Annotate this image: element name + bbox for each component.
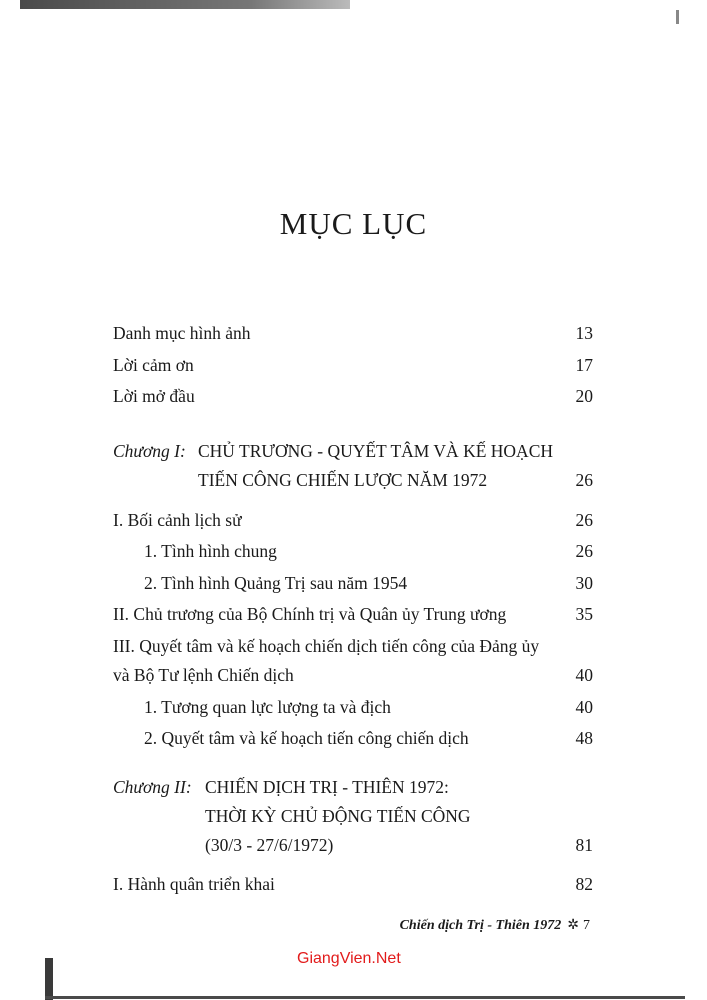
- toc-subsection-page: 30: [575, 573, 593, 593]
- toc-entry-label: Lời cảm ơn: [113, 355, 194, 375]
- chapter-title-line: TIẾN CÔNG CHIẾN LƯỢC NĂM 1972: [198, 470, 488, 490]
- toc-section-page: 26: [575, 510, 593, 530]
- chapter-title-line: CHỦ TRƯƠNG - QUYẾT TÂM VÀ KẾ HOẠCH: [198, 441, 553, 461]
- chapter-title-line: THỜI KỲ CHỦ ĐỘNG TIẾN CÔNG: [205, 806, 471, 826]
- scan-edge-bottom: [45, 996, 685, 999]
- toc-subsection-label: 2. Tình hình Quảng Trị sau năm 1954: [144, 573, 408, 593]
- toc-section-label: I. Hành quân triển khai: [113, 874, 275, 894]
- toc-entry-page: 20: [575, 386, 593, 406]
- toc-entry-label: Lời mở đầu: [113, 386, 195, 406]
- toc-subsection-page: 48: [575, 728, 593, 748]
- toc-section-page: 40: [575, 665, 593, 685]
- toc-section-label: III. Quyết tâm và kế hoạch chiến dịch tiến công của Đảng ủy: [113, 636, 540, 656]
- watermark: GiangVien.Net: [297, 950, 401, 967]
- toc-subsection-label: 1. Tương quan lực lượng ta và địch: [144, 697, 391, 717]
- toc-subsection-label: 2. Quyết tâm và kế hoạch tiến công chiến dịch: [144, 728, 469, 748]
- toc-section-page: 35: [575, 604, 593, 624]
- toc-subsection-page: 40: [575, 697, 593, 717]
- toc-entry-page: 13: [575, 323, 593, 343]
- scan-edge-left: [45, 958, 53, 1000]
- running-footer: [400, 917, 590, 934]
- running-title: Chiến dịch Trị - Thiên 1972: [399, 918, 562, 933]
- toc-section-label-cont: và Bộ Tư lệnh Chiến dịch: [113, 665, 294, 685]
- chapter-title-line: CHIẾN DỊCH TRỊ - THIÊN 1972:: [205, 777, 449, 797]
- scan-edge-top: [20, 0, 350, 9]
- toc-section-page: 82: [575, 874, 593, 894]
- scan-edge-right: [662, 10, 679, 24]
- page-title: MỤC LỤC: [279, 206, 428, 241]
- toc-entry-page: 17: [575, 355, 593, 375]
- chapter-page: 26: [575, 470, 593, 490]
- chapter-page: 81: [575, 835, 593, 855]
- toc-section-label: I. Bối cảnh lịch sử: [113, 510, 242, 530]
- chapter-title-line: (30/3 - 27/6/1972): [205, 835, 334, 855]
- toc-subsection-page: 26: [575, 541, 593, 561]
- toc-subsection-label: 1. Tình hình chung: [144, 541, 277, 561]
- ornament-icon: ✲: [567, 918, 579, 933]
- chapter-label: Chương I:: [113, 441, 186, 461]
- toc-entry-label: Danh mục hình ảnh: [113, 323, 251, 343]
- chapter-label: Chương II:: [113, 777, 192, 797]
- page-number: 7: [583, 918, 590, 933]
- toc-section-label: II. Chủ trương của Bộ Chính trị và Quân ủy Trung ương: [113, 604, 507, 624]
